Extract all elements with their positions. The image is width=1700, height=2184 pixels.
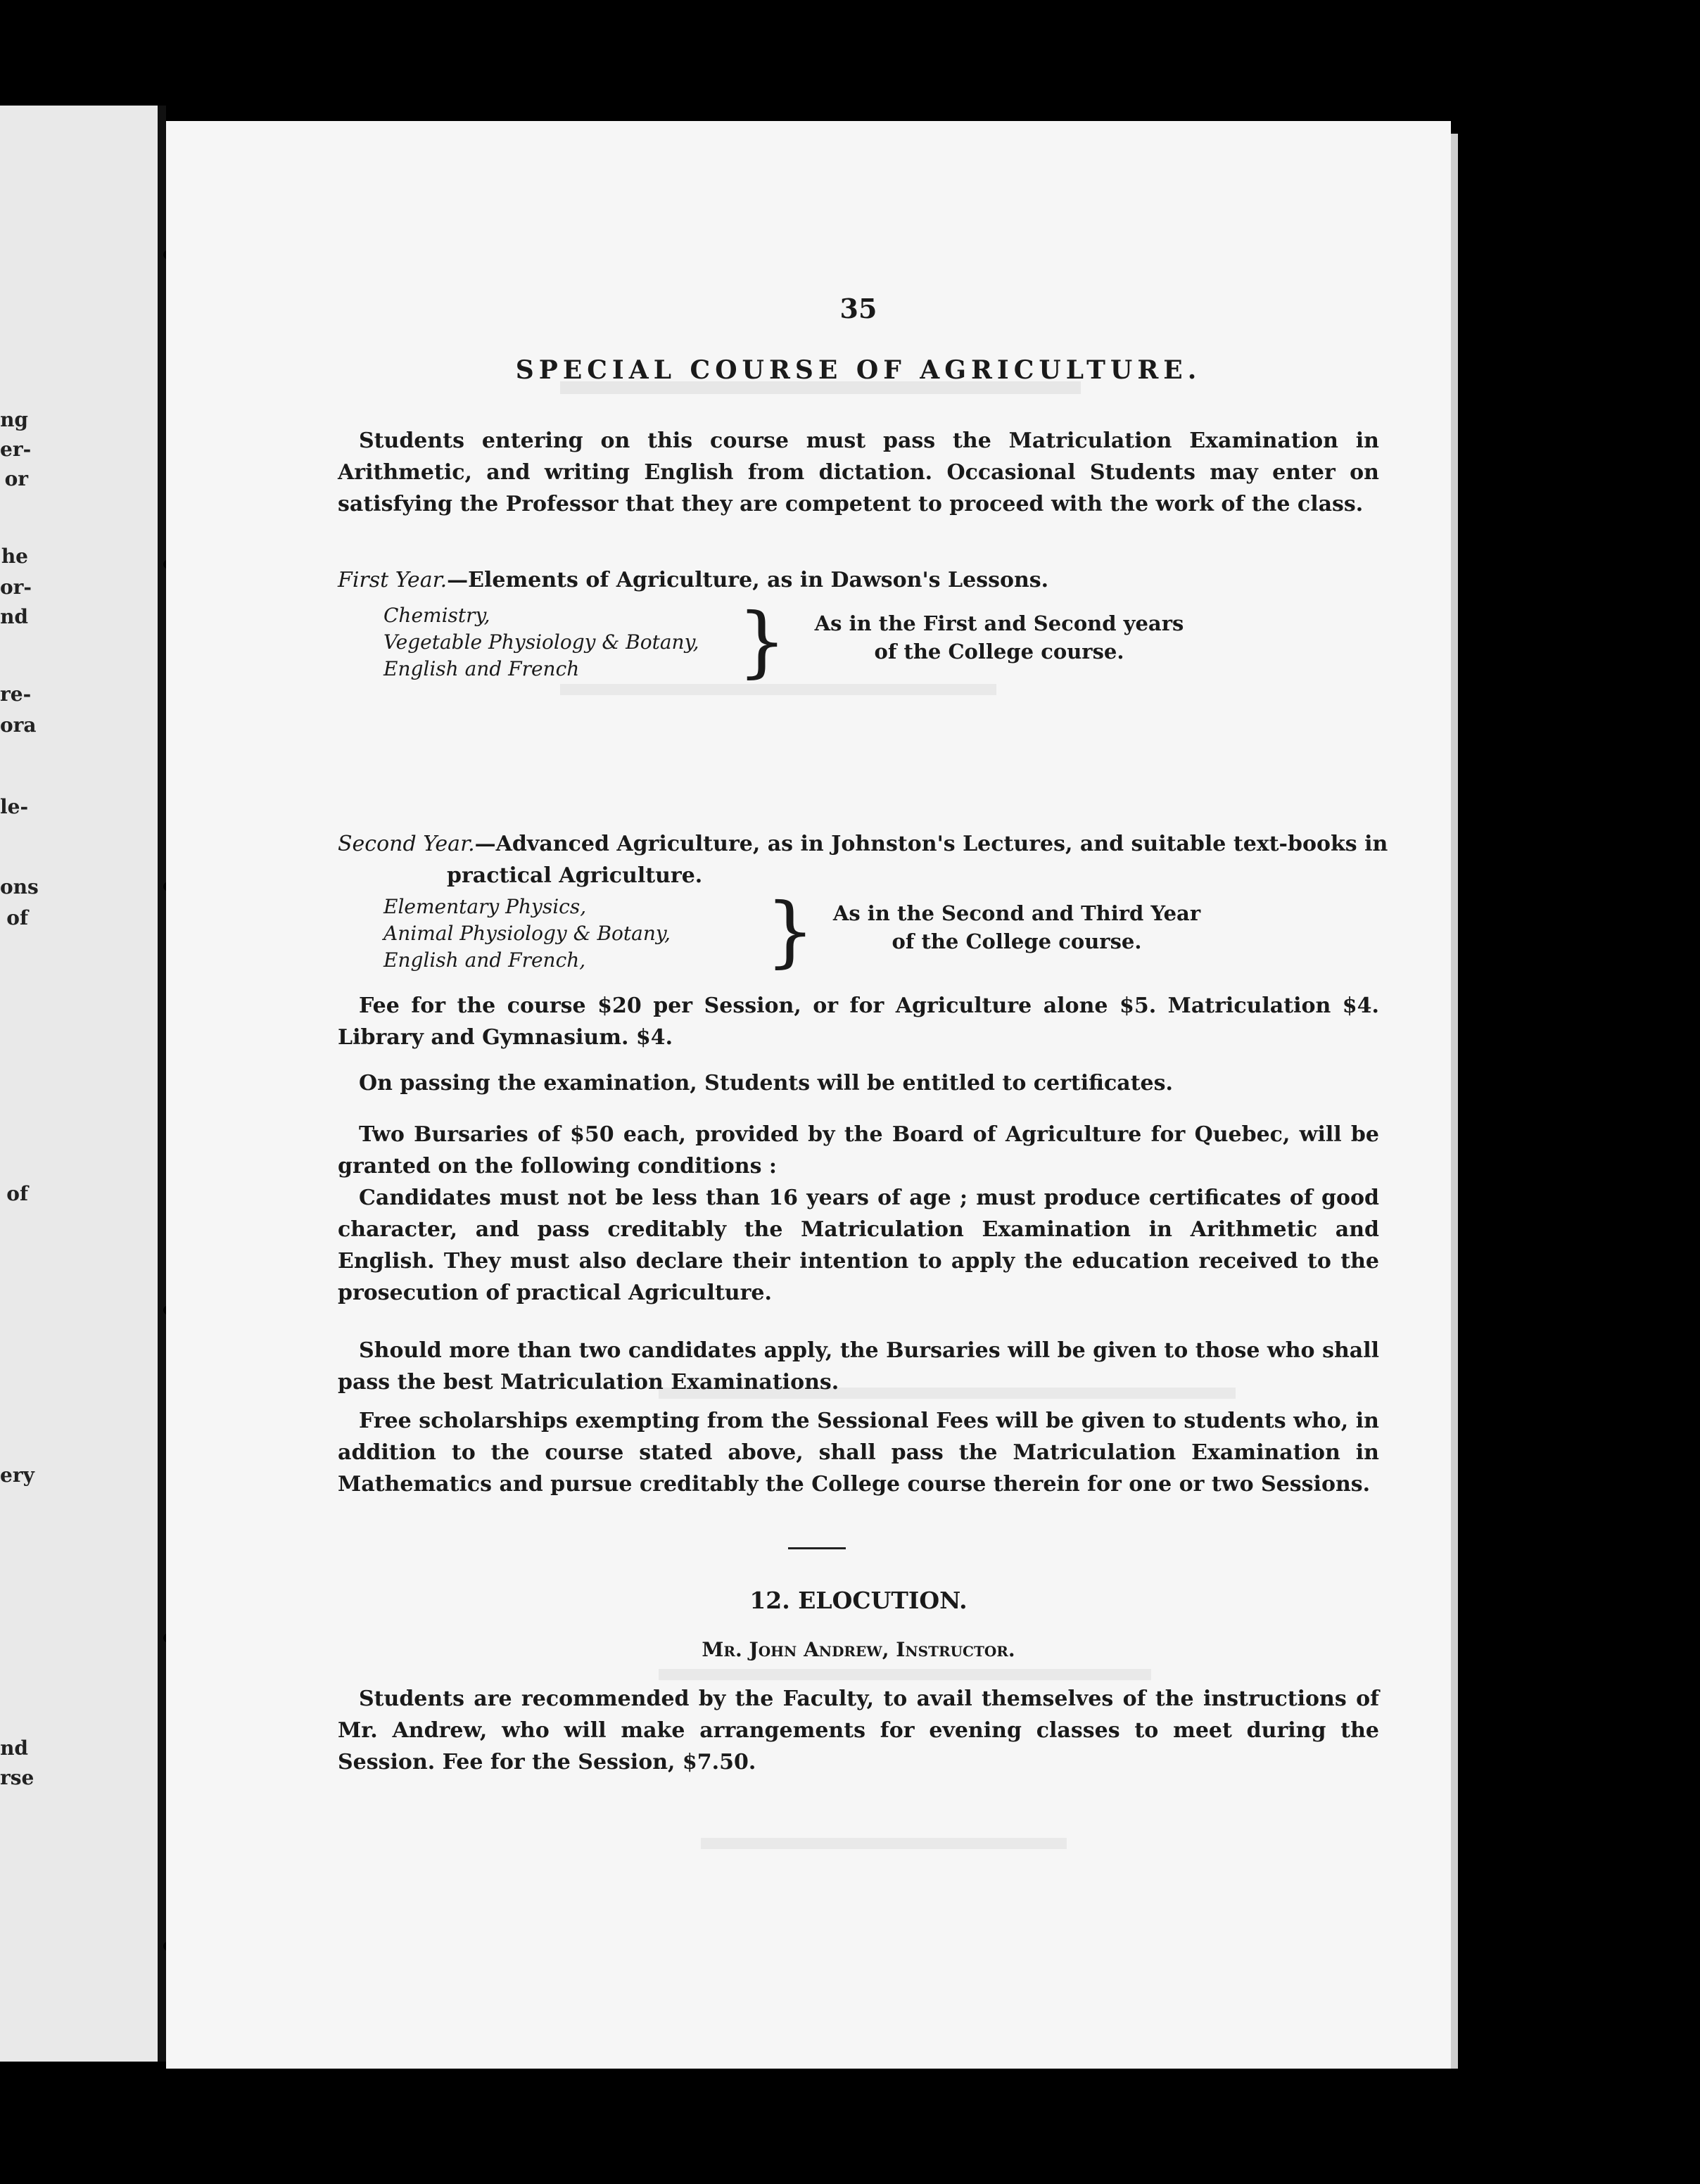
fragment: ery <box>0 1464 34 1487</box>
page-edge-shadow <box>1451 134 1458 2069</box>
bursaries-paragraph: Two Bursaries of $50 each, provided by the Board of Agriculture for Quebec, will be granted on the following conditions : <box>338 1122 1379 1179</box>
fragment: re- <box>0 682 32 706</box>
brace-glyph: } <box>766 886 815 976</box>
second-year-subjects <box>383 894 749 974</box>
second-year-note <box>795 899 1238 956</box>
subject-item: Animal Physiology & Botany, <box>383 922 671 945</box>
fragment: ora <box>0 713 37 737</box>
intro-paragraph: Students entering on this course must pass the Matriculation Examination in Arithmetic, and writing English from dictation. Occasional Students may enter on satisfying the Professor that they are competent to proceed with the work of the class. <box>338 428 1379 516</box>
fragment: he <box>1 545 28 568</box>
second-year-label: Second Year. <box>338 832 475 856</box>
fragment: or- <box>0 576 32 599</box>
subject-item: Vegetable Physiology & Botany, <box>383 630 699 654</box>
elocution-paragraph: Students are recommended by the Faculty, to avail themselves of the instructions of Mr. Andrew, who will make arrangements for evening classes to meet during the Session. Fee for the Session, $7.50. <box>338 1687 1379 1775</box>
fragment: nd <box>0 1737 28 1760</box>
binding-spine <box>158 106 166 2062</box>
subject-item: English and French, <box>383 948 586 972</box>
fragment: of <box>6 906 28 929</box>
bleed-through <box>701 1838 1067 1849</box>
subject-item: English and French <box>383 657 580 680</box>
first-year-text: —Elements of Agriculture, as in Dawson's Lessons. <box>447 568 1049 592</box>
section-divider <box>788 1547 846 1549</box>
second-year-text: —Advanced Agriculture, as in Johnston's Lectures, and suitable text-books in practical Agriculture. <box>447 832 1388 888</box>
fee-paragraph: Fee for the course $20 per Session, or for Agriculture alone $5. Matriculation $4. Library and Gymnasium. $4. <box>338 993 1379 1050</box>
first-year-subjects <box>383 602 749 682</box>
section-title: SPECIAL COURSE OF AGRICULTURE. <box>515 355 1202 385</box>
fragment: of <box>6 1182 28 1205</box>
fragment: er- <box>0 438 32 461</box>
more-candidates-paragraph: Should more than two candidates apply, the Bursaries will be given to those who shall pass the best Matriculation Examinations. <box>338 1338 1379 1395</box>
fragment: ons <box>0 875 39 899</box>
note-line: As in the First and Second years <box>814 611 1184 635</box>
brace-glyph: } <box>737 596 787 686</box>
note-line: of the College course. <box>874 640 1124 664</box>
fragment: le- <box>0 795 29 818</box>
certificates-paragraph: On passing the examination, Students will be entitled to certificates. <box>359 1071 1173 1096</box>
elocution-heading: 12. ELOCUTION. <box>749 1587 968 1614</box>
subject-item: Elementary Physics, <box>383 895 587 918</box>
candidates-paragraph: Candidates must not be less than 16 years of age ; must produce certificates of good character, and pass creditably the Matriculation Examination in Arithmetic and English. They must also declare their intention to apply the education received to the prosecution of practical Agriculture. <box>338 1186 1379 1305</box>
subject-item: Chemistry, <box>383 604 490 627</box>
note-line: of the College course. <box>892 929 1142 953</box>
first-year-label: First Year. <box>338 568 448 592</box>
scholarships-paragraph: Free scholarships exempting from the Sessional Fees will be given to students who, in addition to the course stated above, shall pass the Matriculation Examination in Mathematics and pursue creditably the College course therein for one or two Sessions. <box>338 1409 1379 1497</box>
fragment: nd <box>0 605 28 628</box>
first-year-note <box>774 609 1224 666</box>
fragment: ng <box>0 408 28 431</box>
bleed-through <box>659 1669 1151 1680</box>
document-page <box>166 121 1451 2069</box>
second-year-line <box>338 828 1488 891</box>
note-line: As in the Second and Third Year <box>832 901 1201 925</box>
left-page-edge <box>0 106 163 2062</box>
fragment: rse <box>0 1766 34 1789</box>
instructor-line: Mr. John Andrew, Instructor. <box>702 1638 1015 1661</box>
fragment: or <box>4 467 28 490</box>
page-number: 35 <box>839 293 877 324</box>
first-year-line <box>338 564 1379 596</box>
